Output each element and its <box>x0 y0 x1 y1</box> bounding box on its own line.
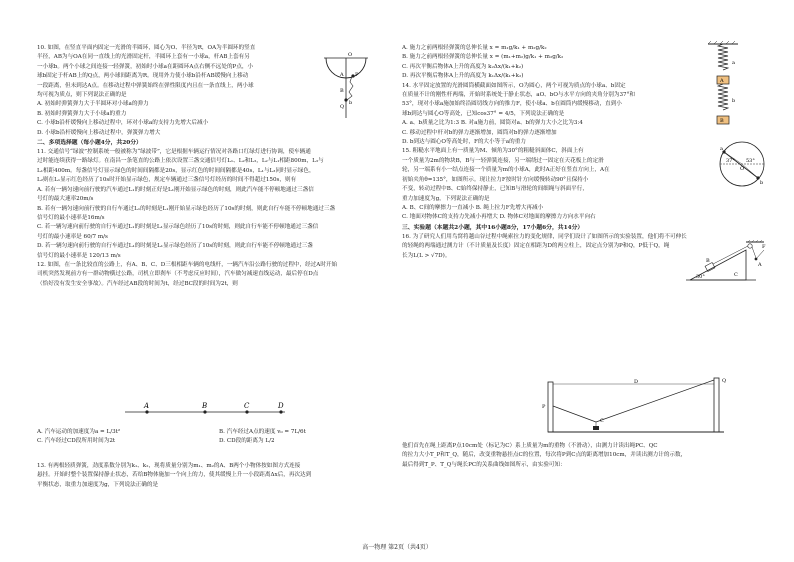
label-a: A <box>340 72 344 78</box>
label-o: O <box>740 166 745 172</box>
text-line: 一段距离，但未到达A点。在移动过程中弹簧始终在弹性限度内且在一条直线上，两小球 <box>37 82 254 89</box>
text-line: C. 地面对物体C的支持力先减小再增大 D. 物体C对地面的摩擦力方向水平向右 <box>402 214 596 221</box>
pole-b-label: B <box>202 402 208 410</box>
text-line: A. 施力之前两根轻弹簧的总伸长量 x = m₁g/k₁ + m₂g/k₂ <box>402 45 547 51</box>
label-block-b: B <box>720 118 724 124</box>
label-p: P <box>355 72 359 78</box>
pulley <box>748 244 752 248</box>
text-line: C. 再次平衡后物体A上升的高度为 k₂Δx/(k₁+k₂) <box>402 63 524 70</box>
string <box>713 246 748 264</box>
q12-options <box>37 428 391 447</box>
text-line: 不变，转动过程中B、C始终保持静止，已知B与滑轮的间细绳与斜面平行， <box>402 186 588 193</box>
text-line: 司机突然发现前方有一群动物横过公路，司机立即刹车（不考虑反应时间），汽车做匀减速直线运动，最后停在D点 <box>37 271 319 278</box>
label-o: O <box>348 52 353 58</box>
text-line: 平衡状态，取重力加速度为g，下列说法正确的是 <box>37 481 159 488</box>
label-q: Q <box>340 104 345 110</box>
q12-line-figure <box>125 402 305 424</box>
text-line: C. 若一辆匀速向前行驶的自行车通过L₁的时刻是L₁显示绿色经历了10s的时刻，则此自行车能不停顿地通过三盏信 <box>37 224 319 231</box>
text-line: 过时能连续获得一路绿灯。在南昌一条笔直的公路上依次设置三盏交通信号灯L₁、L₂和L₃，L₂与L₁相距800m，L₃与 <box>37 158 324 165</box>
rigid-rod <box>724 152 758 178</box>
label-b: B <box>706 258 710 264</box>
label-d: D <box>634 379 639 385</box>
text-line: 的拉力大小T_P和T_Q，随后，改变重物悬挂点C的位置，每次将P到C点的距离增加10cm，并读出测力计的示数， <box>402 452 687 459</box>
text-line: C. 小球b沿杆缓慢向上移动过程中，环对小球a的支持力先增大后减小 <box>37 120 209 127</box>
text-line: A. B、C间的摩擦力一直减小 B. 绳上拉力F先增大再减小 <box>402 204 544 211</box>
text-line: D. 再次平衡后物体A上升的高度为 k₁Δx/(k₁+k₂) <box>402 73 524 80</box>
pole-a-dot <box>145 410 148 413</box>
spring-lower <box>718 84 728 110</box>
label-p: P <box>542 404 546 410</box>
pole-b-dot <box>203 410 206 413</box>
q15-incline-figure <box>686 240 766 284</box>
text-line: L₁相距400m。每盏信号灯显示绿色的时间间隔都是20s，显示红色的时间间隔都是40s，L₁与L₃同时显示绿色， <box>37 167 315 174</box>
text-line: 的轻绳的两端通过测力计（不计质量及长度）固定在相距为D的两立柱上，固定点分别为P和Q，P低于Q，绳 <box>402 243 670 250</box>
force-f <box>756 250 764 259</box>
text-line: 球b固定于杆AB上的Q点，两小球间距离为R。现用外力使小球b沿杆AB缓慢向上移动 <box>37 73 249 80</box>
string-down <box>752 247 756 258</box>
label-30: 30° <box>696 274 705 280</box>
radius-b <box>742 164 758 178</box>
q12-option-a[interactable]: A. 汽车运动的加速度为a = L/3t² <box>37 429 121 435</box>
text-line: 他们首先在绳上距离P点10cm处（标记为C）系上质量为m的重物（不滑动），由测力计读出绳PC、QC <box>402 443 658 449</box>
q13-stem <box>37 462 391 490</box>
text-line: D. 小球b沿杆缓慢向上移动过程中，弹簧弹力增大 <box>37 129 161 136</box>
text-line: A. 初始时弹簧弹力大于半圆环对小球a的弹力 <box>37 101 149 108</box>
text-line: A. 若有一辆匀速向前行驶的汽车通过L₁的时刻正好是L₁刚开始显示绿色的时刻，则此汽车能不停顿地通过三盏信 <box>37 186 314 193</box>
text-line: 长为L(L > √7D)。 <box>402 252 451 259</box>
label-c: C <box>734 272 738 278</box>
spring <box>347 76 353 100</box>
label-ball-b: b <box>349 100 353 106</box>
text-line: 13. 有两根轻质弹簧，劲度系数分别为k₁、k₂，现将质量分别为m₁、m₂的A、B两个小物体按如图方式连接 <box>37 463 301 469</box>
text-line: 12. 如图，在一条比较直的公路上，有A、B、C、D三根相距车辆的电线杆，一辆汽车沿公路行驶的过程中，经过A时开始 <box>37 261 338 268</box>
label-spring-a: a <box>732 60 735 66</box>
label-53: 53° <box>746 158 755 164</box>
text-line: （恰好没有发生安全事故）。汽车经过AB段的时间为t，经过BC段的时间为2t，则 <box>37 280 238 287</box>
text-line: 均可视为质点，则下列说法正确的是 <box>37 92 127 99</box>
left-post <box>548 382 553 432</box>
text-line: 最后得到T_P、T_Q与绳长PC的关系曲线如图所示，由实验可知： <box>402 461 566 468</box>
q12-option-c[interactable]: C. 汽车经过CD段所用时间为2t <box>37 438 116 445</box>
text-line: D. 若一辆匀速向前行驶的自行车通过L₁的时刻是L₁显示绿色经历了10s的时刻，则此自行车能不停顿地通过三盏 <box>37 243 313 250</box>
text-line: C. 移动过程中杆对b的弹力逐渐增加，圆筒对b的弹力逐渐增加 <box>402 129 557 136</box>
text-line: 号灯的最小速率是 60/7 m/s <box>37 233 108 240</box>
page-footer: 高一物理 第2页（共4页） <box>362 544 432 551</box>
text-line: 在质量不计的刚性杆两端，开始时系统处于静止状态，aO、bO与水平方向的夹角分别为37°和 <box>402 92 635 99</box>
text-line: 10. 如图，在竖直平面内固定一光滑的半圆环，圆心为O、半径为R，OA为半圆环的竖直 <box>37 45 256 51</box>
text-line: 悬挂。开始时整个装置保持静止状态，若给B物体施加一个向上的力，使其缓慢上升一小段距离Δx后，再次达到 <box>37 472 312 479</box>
q12-option-d[interactable]: D. CD段的距离为 L/2 <box>219 438 275 445</box>
text-line: L₂则在L₁显示红色经历了10s时开始显示绿色，规定车辆通过三盏信号灯经历的时间不得超过150s，则有 <box>37 177 297 184</box>
weight <box>593 426 599 430</box>
text-line: A. a、b质量之比为1:3 B. 对a施力前，圆筒对a、b的弹力大小之比为3:4 <box>402 120 583 127</box>
rope-cq <box>596 380 714 422</box>
label-b: B <box>340 88 344 94</box>
q16-experiment-figure <box>538 376 734 434</box>
text-line: 重力加速度为g，下列说法正确的是 <box>402 195 490 202</box>
label-b: b <box>760 180 764 186</box>
text-line: 14. 水平固定放置的光滑圆筒横截面如图所示，O为圆心，两个可视为质点的小球a、b固定 <box>402 82 626 89</box>
text-line: 一个质量为2m的物块B，B与一轻弹簧连接，另一端绕过一固定在天花板上的定滑 <box>402 157 604 164</box>
label-a: a <box>720 146 723 152</box>
section-heading: 三、实验题（本题共2小题，其中16小题8分，17小题6分，共14分） <box>402 224 584 231</box>
q16-procedure <box>402 442 760 470</box>
text-line: 轮，另一端系有小一结点连接一个质量为m的小球A，此时A正好在竖直方向上，A在 <box>402 167 610 174</box>
text-line: 53°，现对小球a施加始终沿圆切线方向的推力F，使小球a、b在圆筒内缓慢移动，直到小 <box>402 101 622 108</box>
pole-a-label: A <box>144 402 150 410</box>
text-line: 球b到达与圆心O等高处，已知cos37° = 4/5，下列说法正确的是 <box>402 110 565 117</box>
text-line: D. b到达与圆心O等高处时，F的大小等于a的重力 <box>402 139 526 146</box>
text-line: 15. 粗糙水平地面上有一质量为M、倾角为30°的粗糙斜面体C，斜面上有 <box>402 148 584 155</box>
text-line: 号灯的最大速率20m/s <box>37 196 94 203</box>
label-q: Q <box>722 378 727 384</box>
pole-c-dot <box>245 410 248 413</box>
spring-upper <box>718 44 728 70</box>
q13-spring-figure <box>706 40 740 132</box>
right-post <box>714 378 719 432</box>
text-line: 16. 为了研究人们用鸟窝将越山谷过程中绳索拉力的变化规律，同学们设计了如图所示的实验装置，他们将不可伸长 <box>402 233 687 240</box>
text-line: B. 初始时弹簧弹力大于小球a的重力 <box>37 110 127 117</box>
pole-d-label: D <box>278 402 284 410</box>
label-f: F <box>762 244 766 250</box>
text-line: 信号灯的最小速率是 120/13 m/s <box>37 252 121 259</box>
label-c: C <box>600 418 604 424</box>
text-line: 一小球b。两个小球之间连接一轻弹簧，初始时小球a在距圆环A点右侧不远处的P点，小 <box>37 63 254 70</box>
rope-pc <box>553 406 596 422</box>
label-block-a: A <box>720 78 724 84</box>
label-37: 37° <box>726 158 735 164</box>
q10-semicircle-figure <box>322 52 372 122</box>
section-heading: 二、多项选择题（每小题4分，共20分） <box>37 140 142 147</box>
text-line: 11. 交通信号“绿波”控制系统一般被称为“绿波带”，它是根据车辆运行情况对各路口红绿灯进行协调，使车辆通 <box>37 149 311 156</box>
text-line: 信号灯的最小速率是16m/s <box>37 214 105 221</box>
label-spring-b: b <box>732 98 736 104</box>
text-line: B. 施力之前两根轻弹簧的总伸长量 x = (m₁+m₂)g/k₁ + m₂g/k₂ <box>402 54 564 61</box>
q14-cylinder-figure <box>718 140 766 188</box>
text-line: 初始夹角θ=135°，如图所示。现让拉力F按时针方向缓慢转动90°且保持小 <box>402 176 589 183</box>
pole-d-dot <box>279 410 282 413</box>
pole-c-label: C <box>244 402 250 410</box>
label-a: A <box>758 262 762 268</box>
text-line: 半径，AB为与OA在同一直线上的光滑固定杆，半圆环上套有一小球a，杆AB上套有另 <box>37 54 250 61</box>
ball-b <box>344 98 347 101</box>
text-line: B. 若有一辆匀速向前行驶的自行车通过L₁的时刻是L₁刚开始显示绿色经历了10s的时刻，则此自行车能不停顿地通过三盏 <box>37 205 336 212</box>
q12-option-b[interactable]: B. 汽车经过A点的速度 v₀ = 7L/6t <box>219 429 306 435</box>
